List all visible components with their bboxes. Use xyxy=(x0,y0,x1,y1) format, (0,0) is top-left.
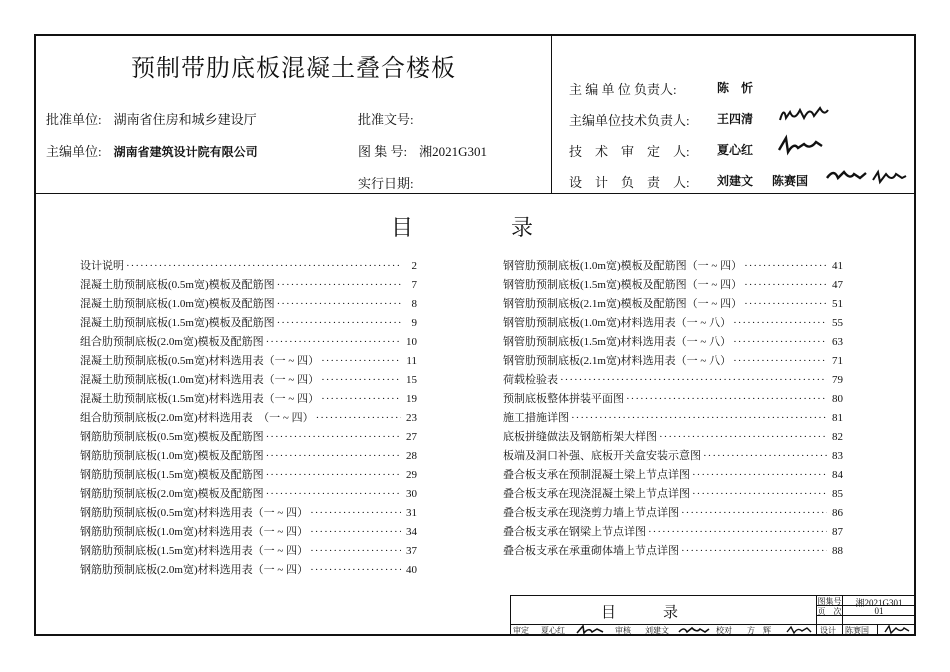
toc-entry-page: 11 xyxy=(406,355,417,367)
approval-doc-row xyxy=(358,109,414,128)
header-left xyxy=(36,36,552,193)
toc-title-1: 目 xyxy=(391,215,414,240)
toc-entry-title: 荷载检验表 xyxy=(503,374,558,386)
toc-entry-page: 47 xyxy=(832,279,843,291)
toc-entry-page: 8 xyxy=(411,298,417,310)
atlas-label: 图集号 xyxy=(817,597,842,606)
toc-leader-dots xyxy=(310,561,401,580)
toc-leader-dots xyxy=(321,352,401,371)
toc-entry-page: 83 xyxy=(832,450,843,462)
toc-entry xyxy=(503,314,843,333)
design-leader-name-2: 陈赛国 xyxy=(772,174,809,188)
toc-leader-dots xyxy=(744,276,827,295)
toc-entry xyxy=(503,466,843,485)
approval-unit-label: 批准单位: xyxy=(46,112,102,127)
atlas-no-label: 图 集 号: xyxy=(358,144,408,159)
toc-entry xyxy=(80,466,417,485)
signature-design xyxy=(883,624,911,635)
toc-entry xyxy=(503,485,843,504)
toc-entry-page: 87 xyxy=(832,526,843,538)
tech-reviewer-label: 技 术 审 定 人: xyxy=(569,144,690,159)
toc-entry-title: 叠合板支承在承重砌体墙上节点详图 xyxy=(503,545,679,557)
toc-entry xyxy=(503,504,843,523)
toc-leader-dots xyxy=(277,295,401,314)
toc-entry-page: 9 xyxy=(411,317,417,329)
approval-unit-row xyxy=(46,109,257,128)
toc-leader-dots xyxy=(733,314,827,333)
toc-leader-dots xyxy=(733,352,827,371)
design-leader-name-1: 刘建文 xyxy=(717,174,754,188)
toc-leader-dots xyxy=(126,257,401,276)
toc-entry xyxy=(80,447,417,466)
toc-entry-title: 设计说明 xyxy=(80,260,124,272)
toc-entry xyxy=(503,371,843,390)
tech-leader-name: 王四清 xyxy=(717,112,754,126)
toc-leader-dots xyxy=(321,390,401,409)
toc-leader-dots xyxy=(744,295,827,314)
toc-entry xyxy=(503,409,843,428)
toc-entry-title: 钢管肋预制底板(2.1m宽)模板及配筋图（一 ~ 四） xyxy=(503,298,743,310)
signature-design-leader-1 xyxy=(824,164,868,186)
check-label: 审核 xyxy=(615,626,631,635)
check-name: 刘建文 xyxy=(645,626,669,635)
toc-entry-page: 51 xyxy=(832,298,843,310)
toc-entry xyxy=(80,485,417,504)
toc-leader-dots xyxy=(560,371,827,390)
proof-name: 方 辉 xyxy=(747,626,771,635)
toc-entry-page: 81 xyxy=(832,412,843,424)
toc-entry-page: 7 xyxy=(411,279,417,291)
toc-entry-title: 叠合板支承在预制混凝土梁上节点详图 xyxy=(503,469,690,481)
toc-entry-page: 82 xyxy=(832,431,843,443)
header-block xyxy=(36,36,914,194)
atlas-value: 湘2021G301 xyxy=(855,598,903,608)
title-block-name-2: 录 xyxy=(663,605,679,621)
editor-unit-label: 主编单位: xyxy=(46,144,102,159)
chief-leader-label: 主 编 单 位 负责人: xyxy=(569,82,677,97)
toc-leader-dots xyxy=(266,333,401,352)
toc-leader-dots xyxy=(316,409,401,428)
toc-entry xyxy=(80,542,417,561)
toc-leader-dots xyxy=(744,257,827,276)
signature-proof xyxy=(785,624,813,635)
toc-entry-title: 钢管肋预制底板(2.1m宽)材料选用表（一 ~ 八） xyxy=(503,355,732,367)
toc-leader-dots xyxy=(266,447,401,466)
toc-entry-title: 钢筋肋预制底板(1.5m宽)材料选用表（一 ~ 四） xyxy=(80,545,309,557)
page-title: 预制带肋底板混凝土叠合楼板 xyxy=(131,54,456,82)
toc-leader-dots xyxy=(277,276,401,295)
signature-tech-reviewer xyxy=(776,134,824,156)
toc-entry xyxy=(80,504,417,523)
toc-leader-dots xyxy=(277,314,401,333)
toc-leader-dots xyxy=(692,466,827,485)
toc-entry-title: 钢筋肋预制底板(1.5m宽)模板及配筋图 xyxy=(80,469,264,481)
toc-entry-page: 19 xyxy=(406,393,417,405)
toc-entry-title: 叠合板支承在钢梁上节点详图 xyxy=(503,526,646,538)
toc-entry-title: 板端及洞口补强、底板开关盒安装示意图 xyxy=(503,450,701,462)
toc-entry xyxy=(80,314,417,333)
toc-entry xyxy=(503,333,843,352)
toc-entry-page: 30 xyxy=(406,488,417,500)
toc-leader-dots xyxy=(733,333,827,352)
toc-entry xyxy=(503,276,843,295)
toc-entry-title: 底板拼缝做法及钢筋桁架大样图 xyxy=(503,431,657,443)
approval-doc-label: 批准文号: xyxy=(358,112,414,127)
toc-entry-title: 钢筋肋预制底板(2.0m宽)材料选用表（一 ~ 四） xyxy=(80,564,309,576)
toc-entry-page: 27 xyxy=(406,431,417,443)
toc-leader-dots xyxy=(310,504,401,523)
toc-entry-title: 钢管肋预制底板(1.5m宽)材料选用表（一 ~ 八） xyxy=(503,336,732,348)
toc-leader-dots xyxy=(703,447,827,466)
toc-entry-title: 混凝土肋预制底板(0.5m宽)材料选用表（一 ~ 四） xyxy=(80,355,320,367)
toc-leader-dots xyxy=(692,485,827,504)
toc-entry-title: 钢管肋预制底板(1.0m宽)模板及配筋图（一 ~ 四） xyxy=(503,260,743,272)
toc-entry-page: 28 xyxy=(406,450,417,462)
editor-unit-row xyxy=(46,141,258,160)
toc-entry-page: 31 xyxy=(406,507,417,519)
toc-entry-title: 钢筋肋预制底板(0.5m宽)材料选用表（一 ~ 四） xyxy=(80,507,309,519)
toc-entry-title: 组合肋预制底板(2.0m宽)材料选用表 （一 ~ 四） xyxy=(80,412,314,424)
toc-title-2: 录 xyxy=(511,215,534,240)
toc-entry-page: 85 xyxy=(832,488,843,500)
toc-entry xyxy=(80,257,417,276)
toc-entry-title: 钢筋肋预制底板(1.0m宽)模板及配筋图 xyxy=(80,450,264,462)
editor-unit: 湖南省建筑设计院有限公司 xyxy=(113,145,258,159)
toc-entry-page: 10 xyxy=(406,336,417,348)
toc-leader-dots xyxy=(571,409,827,428)
atlas-no-row xyxy=(358,141,487,160)
page-label: 页 次 xyxy=(817,607,842,616)
toc-entry-page: 41 xyxy=(832,260,843,272)
design-label: 设计 xyxy=(820,626,836,635)
chief-leader-name: 陈 忻 xyxy=(717,81,754,95)
toc-entry xyxy=(503,352,843,371)
toc-leader-dots xyxy=(321,371,401,390)
toc-entry-title: 钢管肋预制底板(1.5m宽)模板及配筋图（一 ~ 四） xyxy=(503,279,743,291)
toc-leader-dots xyxy=(310,523,401,542)
toc-entry-page: 34 xyxy=(406,526,417,538)
design-name: 陈赛国 xyxy=(845,626,869,635)
toc-entry-page: 55 xyxy=(832,317,843,329)
toc-entry-title: 混凝土肋预制底板(1.5m宽)材料选用表（一 ~ 四） xyxy=(80,393,320,405)
toc-entry xyxy=(503,542,843,561)
toc-entry-page: 23 xyxy=(406,412,417,424)
toc-entry xyxy=(80,561,417,580)
signature-design-leader-2 xyxy=(870,166,908,186)
title-block xyxy=(510,595,915,635)
toc-entry xyxy=(503,447,843,466)
toc-entry xyxy=(80,390,417,409)
toc-entry xyxy=(80,333,417,352)
toc-entry-page: 84 xyxy=(832,469,843,481)
toc-entry-title: 施工措施详图 xyxy=(503,412,569,424)
toc-leader-dots xyxy=(681,542,827,561)
toc-entry xyxy=(503,390,843,409)
toc-entry-page: 88 xyxy=(832,545,843,557)
signature-tech-leader xyxy=(776,100,832,126)
effective-date-row xyxy=(358,173,414,192)
toc-entry xyxy=(80,428,417,447)
approval-unit: 湖南省住房和城乡建设厅 xyxy=(113,112,257,127)
effective-date-label: 实行日期: xyxy=(358,176,414,191)
toc-entry-page: 15 xyxy=(406,374,417,386)
toc-entry-title: 预制底板整体拼装平面图 xyxy=(503,393,624,405)
page-value: 01 xyxy=(874,606,884,616)
toc-left-column xyxy=(80,257,417,580)
toc-entry-page: 86 xyxy=(832,507,843,519)
toc-entry-title: 钢筋肋预制底板(1.0m宽)材料选用表（一 ~ 四） xyxy=(80,526,309,538)
tech-reviewer-name: 夏心红 xyxy=(717,143,754,157)
toc-leader-dots xyxy=(659,428,827,447)
toc-entry-title: 钢管肋预制底板(1.0m宽)材料选用表（一 ~ 八） xyxy=(503,317,732,329)
tech-leader-label: 主编单位技术负责人: xyxy=(569,113,690,128)
toc-leader-dots xyxy=(648,523,827,542)
drawing-sheet xyxy=(34,34,916,636)
toc-leader-dots xyxy=(626,390,827,409)
toc-entry-page: 79 xyxy=(832,374,843,386)
toc-entry-page: 63 xyxy=(832,336,843,348)
toc-entry xyxy=(80,276,417,295)
signature-check xyxy=(677,624,711,635)
toc-entry-page: 71 xyxy=(832,355,843,367)
toc-entry xyxy=(80,352,417,371)
toc-entry-page: 29 xyxy=(406,469,417,481)
proof-label: 校对 xyxy=(716,626,732,635)
toc-right-column xyxy=(503,257,843,561)
toc-entry-page: 2 xyxy=(411,260,417,272)
toc-entry-page: 40 xyxy=(406,564,417,576)
design-leader-label: 设 计 负 责 人: xyxy=(569,175,690,190)
title-block-name-1: 目 xyxy=(601,605,617,621)
toc-entry-title: 混凝土肋预制底板(1.5m宽)模板及配筋图 xyxy=(80,317,275,329)
toc-entry xyxy=(503,428,843,447)
toc-entry-title: 钢筋肋预制底板(0.5m宽)模板及配筋图 xyxy=(80,431,264,443)
toc-entry xyxy=(503,523,843,542)
toc-entry-title: 叠合板支承在现浇剪力墙上节点详图 xyxy=(503,507,679,519)
toc-entry-title: 叠合板支承在现浇混凝土梁上节点详图 xyxy=(503,488,690,500)
toc-entry xyxy=(80,523,417,542)
toc-entry-page: 37 xyxy=(406,545,417,557)
review-name: 夏心红 xyxy=(541,626,565,635)
toc-entry xyxy=(503,257,843,276)
toc-entry-title: 钢筋肋预制底板(2.0m宽)模板及配筋图 xyxy=(80,488,264,500)
toc-entry xyxy=(503,295,843,314)
toc-entry xyxy=(80,371,417,390)
toc-entry-title: 混凝土肋预制底板(0.5m宽)模板及配筋图 xyxy=(80,279,275,291)
review-label: 审定 xyxy=(513,626,529,635)
toc-leader-dots xyxy=(266,485,401,504)
toc-entry xyxy=(80,295,417,314)
toc-entry-page: 80 xyxy=(832,393,843,405)
toc-entry xyxy=(80,409,417,428)
atlas-no: 湘2021G301 xyxy=(419,144,488,159)
toc-leader-dots xyxy=(266,466,401,485)
toc-entry-title: 组合肋预制底板(2.0m宽)模板及配筋图 xyxy=(80,336,264,348)
toc-entry-title: 混凝土肋预制底板(1.0m宽)材料选用表（一 ~ 四） xyxy=(80,374,320,386)
toc-leader-dots xyxy=(681,504,827,523)
toc-leader-dots xyxy=(266,428,401,447)
toc-entry-title: 混凝土肋预制底板(1.0m宽)模板及配筋图 xyxy=(80,298,275,310)
signature-review xyxy=(575,624,605,635)
toc-leader-dots xyxy=(310,542,401,561)
